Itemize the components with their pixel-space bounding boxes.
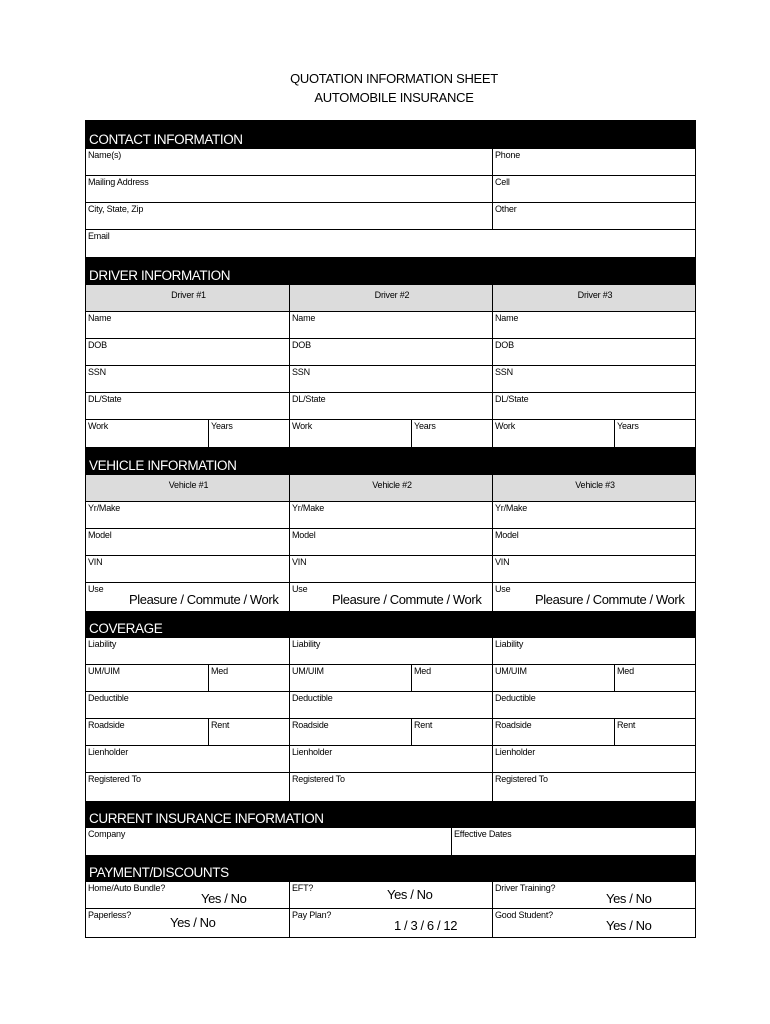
driver-2-years-field[interactable]: Years xyxy=(412,420,493,447)
coverage-1-deductible-field[interactable]: Deductible xyxy=(86,692,290,719)
driver-1-years-field[interactable]: Years xyxy=(209,420,290,447)
driver-3-years-field[interactable]: Years xyxy=(617,421,639,431)
vehicle-3-model-field[interactable]: Model xyxy=(493,529,695,556)
paperless-yes-no[interactable]: Yes / No xyxy=(170,915,216,930)
coverage-2-lienholder-field[interactable]: Lienholder xyxy=(290,746,493,773)
coverage-3-deductible-field[interactable]: Deductible xyxy=(493,692,695,719)
coverage-1-liability-field[interactable]: Liability xyxy=(86,638,290,665)
coverage-3-roadside-field[interactable]: Roadside xyxy=(493,719,615,746)
vehicle-3-header: Vehicle #3 xyxy=(493,475,695,502)
current-company-field[interactable]: Company xyxy=(86,828,452,855)
coverage-3-registered-to-field[interactable]: Registered To xyxy=(495,774,548,784)
good-student-label: Good Student? xyxy=(495,910,553,920)
coverage-1-umuim-field[interactable]: UM/UIM xyxy=(86,665,209,692)
vehicle-1-vin-field[interactable]: VIN xyxy=(86,556,290,583)
use-options[interactable]: Pleasure / Commute / Work xyxy=(129,592,279,607)
use-options[interactable]: Pleasure / Commute / Work xyxy=(535,592,685,607)
home-auto-bundle-field[interactable] xyxy=(86,882,290,909)
use-options[interactable]: Pleasure / Commute / Work xyxy=(332,592,482,607)
student-yes-no[interactable]: Yes / No xyxy=(606,918,652,933)
driver-section-header: DRIVER INFORMATION xyxy=(86,257,695,285)
vehicle-1-use-field[interactable] xyxy=(86,583,290,611)
coverage-2-umuim-field[interactable]: UM/UIM xyxy=(290,665,412,692)
eft-yes-no[interactable]: Yes / No xyxy=(387,887,433,902)
coverage-1-rent-field[interactable]: Rent xyxy=(209,719,290,746)
coverage-3-liability-field[interactable]: Liability xyxy=(493,638,695,665)
paperless-field[interactable] xyxy=(86,909,290,937)
coverage-3-lienholder-field[interactable]: Lienholder xyxy=(493,746,695,773)
quotation-form xyxy=(85,120,696,938)
vehicle-3-yr-make-field[interactable]: Yr/Make xyxy=(493,502,695,529)
driver-3-dl-state-field[interactable]: DL/State xyxy=(493,393,695,420)
effective-dates-field[interactable]: Effective Dates xyxy=(454,829,512,839)
vehicle-3-vin-field[interactable]: VIN xyxy=(493,556,695,583)
form-subtitle: AUTOMOBILE INSURANCE xyxy=(314,90,474,105)
driver-3-dob-field[interactable]: DOB xyxy=(493,339,695,366)
driver-2-dob-field[interactable]: DOB xyxy=(290,339,493,366)
city-state-zip-field[interactable]: City, State, Zip xyxy=(86,203,493,230)
home-auto-bundle-label: Home/Auto Bundle? xyxy=(88,883,166,893)
training-yes-no[interactable]: Yes / No xyxy=(606,891,652,906)
vehicle-2-use-field[interactable] xyxy=(290,583,493,611)
payment-section-header: PAYMENT/DISCOUNTS xyxy=(86,855,695,882)
driver-1-name-field[interactable]: Name xyxy=(86,312,290,339)
driver-1-work-field[interactable]: Work xyxy=(86,420,209,447)
vehicle-1-yr-make-field[interactable]: Yr/Make xyxy=(86,502,290,529)
pay-plan-field[interactable] xyxy=(290,909,493,937)
vehicle-1-header: Vehicle #1 xyxy=(86,475,290,502)
coverage-1-registered-to-field[interactable]: Registered To xyxy=(86,773,290,801)
other-field[interactable]: Other xyxy=(493,203,695,230)
coverage-1-roadside-field[interactable]: Roadside xyxy=(86,719,209,746)
coverage-3-umuim-field[interactable]: UM/UIM xyxy=(493,665,615,692)
driver-2-work-field[interactable]: Work xyxy=(290,420,412,447)
bundle-yes-no[interactable]: Yes / No xyxy=(201,891,247,906)
coverage-1-med-field[interactable]: Med xyxy=(209,665,290,692)
coverage-2-deductible-field[interactable]: Deductible xyxy=(290,692,493,719)
coverage-2-liability-field[interactable]: Liability xyxy=(290,638,493,665)
driver-1-ssn-field[interactable]: SSN xyxy=(86,366,290,393)
coverage-2-rent-field[interactable]: Rent xyxy=(412,719,493,746)
coverage-2-registered-to-field[interactable]: Registered To xyxy=(290,773,493,801)
driver-2-dl-state-field[interactable]: DL/State xyxy=(290,393,493,420)
driver-2-ssn-field[interactable]: SSN xyxy=(290,366,493,393)
pay-plan-label: Pay Plan? xyxy=(292,910,332,920)
coverage-2-med-field[interactable]: Med xyxy=(412,665,493,692)
coverage-2-roadside-field[interactable]: Roadside xyxy=(290,719,412,746)
driver-3-header: Driver #3 xyxy=(493,285,695,312)
mailing-address-field[interactable]: Mailing Address xyxy=(86,176,493,203)
use-label: Use xyxy=(292,584,308,594)
vehicle-2-model-field[interactable]: Model xyxy=(290,529,493,556)
vehicle-section-header: VEHICLE INFORMATION xyxy=(86,447,695,475)
vehicle-2-yr-make-field[interactable]: Yr/Make xyxy=(290,502,493,529)
eft-label: EFT? xyxy=(292,883,314,893)
good-student-field[interactable] xyxy=(493,909,695,937)
coverage-section-header: COVERAGE xyxy=(86,611,695,638)
driver-training-label: Driver Training? xyxy=(495,883,556,893)
driver-training-field[interactable] xyxy=(493,882,695,909)
driver-3-name-field[interactable]: Name xyxy=(493,312,695,339)
names-field[interactable]: Name(s) xyxy=(86,149,493,176)
driver-2-header: Driver #2 xyxy=(290,285,493,312)
coverage-3-med-field[interactable]: Med xyxy=(615,665,695,692)
email-field[interactable]: Email xyxy=(88,231,110,241)
driver-1-dl-state-field[interactable]: DL/State xyxy=(86,393,290,420)
driver-3-work-field[interactable]: Work xyxy=(493,420,615,447)
vehicle-1-model-field[interactable]: Model xyxy=(86,529,290,556)
pay-plan-options[interactable]: 1 / 3 / 6 / 12 xyxy=(394,918,458,933)
contact-section-header: CONTACT INFORMATION xyxy=(86,121,695,149)
vehicle-2-header: Vehicle #2 xyxy=(290,475,493,502)
eft-field[interactable] xyxy=(290,882,493,909)
current-insurance-section-header: CURRENT INSURANCE INFORMATION xyxy=(86,801,695,828)
coverage-1-lienholder-field[interactable]: Lienholder xyxy=(86,746,290,773)
vehicle-2-vin-field[interactable]: VIN xyxy=(290,556,493,583)
driver-1-header: Driver #1 xyxy=(86,285,290,312)
cell-field[interactable]: Cell xyxy=(493,176,695,203)
vehicle-3-use-field[interactable] xyxy=(493,583,695,611)
driver-1-dob-field[interactable]: DOB xyxy=(86,339,290,366)
phone-field[interactable]: Phone xyxy=(493,149,695,176)
coverage-3-rent-field[interactable]: Rent xyxy=(615,719,695,746)
use-label: Use xyxy=(88,584,104,594)
driver-3-ssn-field[interactable]: SSN xyxy=(493,366,695,393)
driver-2-name-field[interactable]: Name xyxy=(290,312,493,339)
use-label: Use xyxy=(495,584,511,594)
form-title: QUOTATION INFORMATION SHEET xyxy=(290,71,498,86)
paperless-label: Paperless? xyxy=(88,910,132,920)
